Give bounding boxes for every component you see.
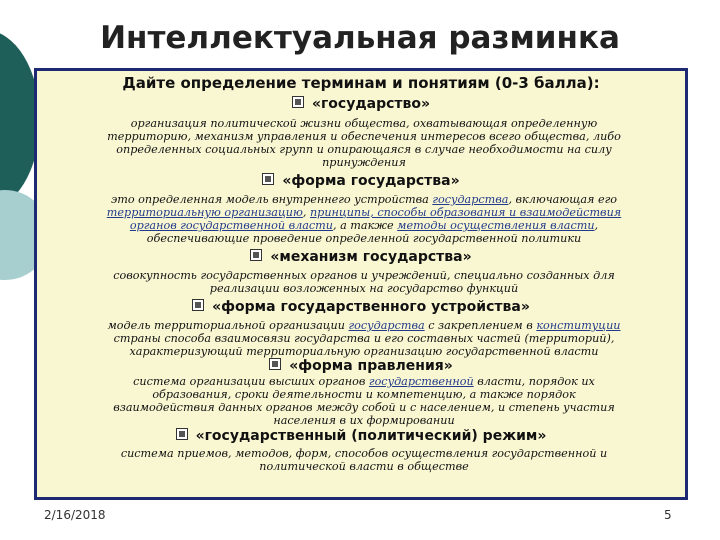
term-heading-rezhim (37, 428, 685, 444)
checkbox-bullet-icon (292, 96, 304, 108)
definition-line: модель территориальной организации государства с закреплением в конституции (107, 319, 621, 332)
definition-line: принуждения (322, 156, 406, 169)
underlined-term-link[interactable]: государства (348, 319, 425, 332)
definition-line: органов государственной власти, а также методы осуществления власти, (129, 219, 599, 232)
checkbox-bullet-icon (269, 358, 281, 370)
checkbox-bullet-icon (192, 299, 204, 311)
term-heading-forma-ustroystva (37, 299, 685, 315)
definition-line: организация политической жизни общества, охватывающая определенную (130, 117, 598, 130)
definition-line: обеспечивающие проведение определенной государственной политики (146, 232, 582, 245)
definition-line: образования, сроки деятельности и компетенцию, а также порядок (152, 388, 576, 401)
term-heading-forma-pravleniya (37, 358, 685, 374)
term-definition (55, 375, 673, 427)
underlined-term-link[interactable]: органов государственной власти (129, 219, 333, 232)
definition-line: взаимодействия данных органов между собой и с населением, и степень участия (113, 401, 615, 414)
instruction-heading: Дайте определение терминам и понятиям (0-3 балла): (122, 74, 600, 92)
definition-line: это определенная модель внутреннего устройства государства, включающая его (110, 193, 618, 206)
term-definition (55, 269, 673, 295)
term-label: «форма государства» (282, 173, 460, 189)
underlined-term-link[interactable]: государства (432, 193, 509, 206)
term-label: «государственный (политический) режим» (195, 428, 547, 444)
checkbox-bullet-icon (262, 173, 274, 185)
checkbox-bullet-icon (176, 428, 188, 440)
term-heading-gosudarstvo (37, 96, 685, 112)
definition-line: характеризующий территориальную организацию государственной власти (129, 345, 599, 358)
definition-line: система приемов, методов, форм, способов осуществления государственной и (120, 447, 608, 460)
definition-line: система организации высших органов государственной власти, порядок их (133, 375, 595, 388)
underlined-term-link[interactable]: принципы, способы образования и взаимодействия (309, 206, 622, 219)
slide-date: 2/16/2018 (44, 508, 106, 522)
definition-line: политической власти в обществе (259, 460, 469, 473)
definition-line: населения в их формировании (273, 414, 455, 427)
term-definition (55, 193, 673, 245)
slide-number: 5 (664, 508, 672, 522)
term-definition (55, 117, 673, 169)
underlined-term-link[interactable]: конституции (536, 319, 621, 332)
term-heading-mekhanizm-gosudarstva (37, 249, 685, 265)
term-heading-forma-gosudarstva (37, 173, 685, 189)
underlined-term-link[interactable]: методы осуществления власти (397, 219, 595, 232)
definition-line: территорию, механизм управления и обеспечения интересов всего общества, либо (107, 130, 621, 143)
definition-line: реализации возложенных на государство функций (209, 282, 519, 295)
term-label: «государство» (311, 96, 431, 112)
underlined-term-link[interactable]: государственной (368, 375, 474, 388)
term-label: «механизм государства» (270, 249, 472, 265)
definition-line: страны способа взаимосвязи государства и его составных частей (территорий), (113, 332, 615, 345)
definition-line: определенных социальных групп и опирающаяся в случае необходимости на силу (116, 143, 612, 156)
checkbox-bullet-icon (250, 249, 262, 261)
term-definition (55, 319, 673, 358)
term-label: «форма правления» (289, 358, 453, 374)
term-label: «форма государственного устройства» (212, 299, 530, 315)
slide-title: Интеллектуальная разминка (100, 20, 620, 56)
underlined-term-link[interactable]: территориальную организацию (106, 206, 303, 219)
definition-line: совокупность государственных органов и учреждений, специально созданных для (113, 269, 615, 282)
term-definition (55, 447, 673, 473)
content-panel (34, 68, 688, 500)
definition-line: территориальную организацию, принципы, способы образования и взаимодействия (106, 206, 622, 219)
